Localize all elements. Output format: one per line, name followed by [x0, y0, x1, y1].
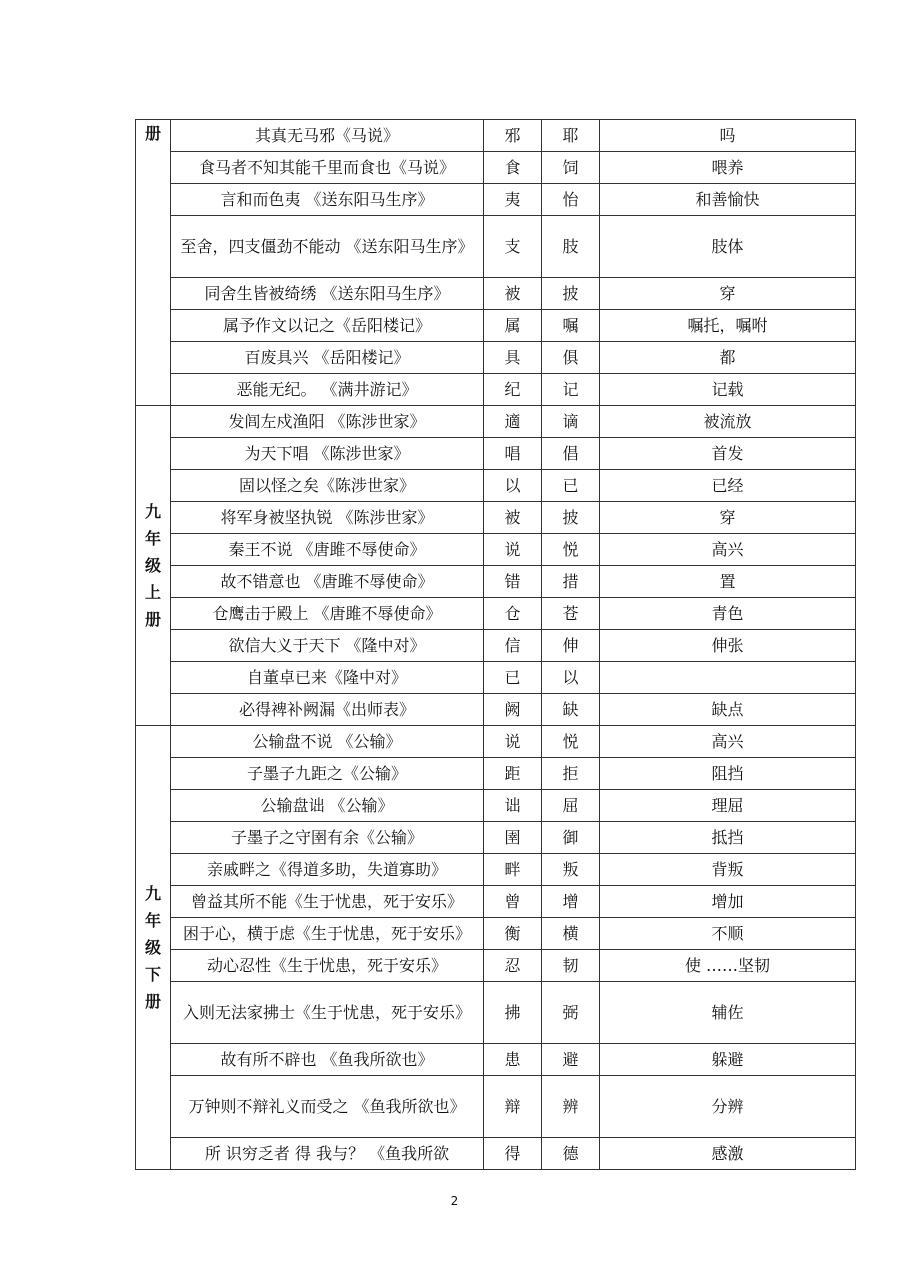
grade-label: 九 年 级 上 册 — [136, 406, 171, 726]
original-char-cell: 说 — [484, 534, 542, 566]
original-char-cell: 曾 — [484, 886, 542, 918]
source-cell: 公输盘不说 《公输》 — [171, 726, 484, 758]
table-row — [136, 918, 856, 950]
tongjia-char-cell: 伸 — [542, 630, 600, 662]
table-row — [136, 374, 856, 406]
table-row — [136, 470, 856, 502]
source-cell: 将军身被坚执锐 《陈涉世家》 — [171, 502, 484, 534]
original-char-cell: 已 — [484, 662, 542, 694]
source-cell: 自董卓已来《隆中对》 — [171, 662, 484, 694]
original-char-cell: 邪 — [484, 120, 542, 152]
meaning-cell: 背叛 — [600, 854, 856, 886]
tongjia-char-cell: 肢 — [542, 216, 600, 278]
source-cell: 仓鹰击于殿上 《唐雎不辱使命》 — [171, 598, 484, 630]
meaning-cell: 穿 — [600, 502, 856, 534]
table-row — [136, 630, 856, 662]
tongjia-char-cell: 记 — [542, 374, 600, 406]
table-row — [136, 566, 856, 598]
source-cell: 故有所不辟也 《鱼我所欲也》 — [171, 1044, 484, 1076]
grade-label: 册 — [136, 120, 171, 406]
tongjia-char-cell: 怡 — [542, 184, 600, 216]
original-char-cell: 拂 — [484, 982, 542, 1044]
tongjia-char-cell: 已 — [542, 470, 600, 502]
meaning-cell: 都 — [600, 342, 856, 374]
meaning-cell: 穿 — [600, 278, 856, 310]
source-cell: 公输盘诎 《公输》 — [171, 790, 484, 822]
tongjia-char-cell: 嘱 — [542, 310, 600, 342]
source-cell: 至舍，四支僵劲不能动 《送东阳马生序》 — [171, 216, 484, 278]
original-char-cell: 患 — [484, 1044, 542, 1076]
meaning-cell: 高兴 — [600, 534, 856, 566]
original-char-cell: 辩 — [484, 1076, 542, 1138]
original-char-cell: 圉 — [484, 822, 542, 854]
table-row — [136, 216, 856, 278]
original-char-cell: 支 — [484, 216, 542, 278]
meaning-cell: 使 ……坚韧 — [600, 950, 856, 982]
tongjia-char-cell: 披 — [542, 502, 600, 534]
source-cell: 言和而色夷 《送东阳马生序》 — [171, 184, 484, 216]
original-char-cell: 错 — [484, 566, 542, 598]
original-char-cell: 阙 — [484, 694, 542, 726]
source-cell: 子墨子之守圉有余《公输》 — [171, 822, 484, 854]
original-char-cell: 诎 — [484, 790, 542, 822]
original-char-cell: 被 — [484, 278, 542, 310]
meaning-cell: 阻挡 — [600, 758, 856, 790]
tongjia-char-cell: 耶 — [542, 120, 600, 152]
source-cell: 万钟则不辩礼义而受之 《鱼我所欲也》 — [171, 1076, 484, 1138]
meaning-cell: 缺点 — [600, 694, 856, 726]
table-row — [136, 534, 856, 566]
source-cell: 动心忍性《生于忧患，死于安乐》 — [171, 950, 484, 982]
meaning-cell: 分辨 — [600, 1076, 856, 1138]
source-cell: 发闾左戍渔阳 《陈涉世家》 — [171, 406, 484, 438]
tongjiazi-table — [135, 119, 856, 1170]
tongjia-char-cell: 辨 — [542, 1076, 600, 1138]
meaning-cell: 首发 — [600, 438, 856, 470]
table-row — [136, 406, 856, 438]
original-char-cell: 得 — [484, 1138, 542, 1170]
meaning-cell: 躲避 — [600, 1044, 856, 1076]
tongjia-char-cell: 俱 — [542, 342, 600, 374]
tongjia-char-cell: 谪 — [542, 406, 600, 438]
meaning-cell: 辅佐 — [600, 982, 856, 1044]
source-cell: 秦王不说 《唐雎不辱使命》 — [171, 534, 484, 566]
original-char-cell: 说 — [484, 726, 542, 758]
source-cell: 必得裨补阙漏《出师表》 — [171, 694, 484, 726]
original-char-cell: 畔 — [484, 854, 542, 886]
original-char-cell: 具 — [484, 342, 542, 374]
source-cell: 所 识穷乏者 得 我与？ 《鱼我所欲 — [171, 1138, 484, 1170]
tongjia-char-cell: 德 — [542, 1138, 600, 1170]
source-cell: 入则无法家拂士《生于忧患，死于安乐》 — [171, 982, 484, 1044]
table-row — [136, 822, 856, 854]
meaning-cell: 已经 — [600, 470, 856, 502]
tongjia-char-cell: 苍 — [542, 598, 600, 630]
source-cell: 曾益其所不能《生于忧患，死于安乐》 — [171, 886, 484, 918]
table-row — [136, 886, 856, 918]
table-row — [136, 790, 856, 822]
tongjia-char-cell: 屈 — [542, 790, 600, 822]
source-cell: 同舍生皆被绮绣 《送东阳马生序》 — [171, 278, 484, 310]
source-cell: 困于心，横于虑《生于忧患，死于安乐》 — [171, 918, 484, 950]
meaning-cell: 记载 — [600, 374, 856, 406]
tongjia-char-cell: 横 — [542, 918, 600, 950]
tongjia-char-cell: 悦 — [542, 534, 600, 566]
table-row — [136, 854, 856, 886]
original-char-cell: 纪 — [484, 374, 542, 406]
original-char-cell: 食 — [484, 152, 542, 184]
meaning-cell: 感激 — [600, 1138, 856, 1170]
page-number: 2 — [450, 1194, 459, 1208]
table-row — [136, 278, 856, 310]
meaning-cell: 和善愉快 — [600, 184, 856, 216]
table-row — [136, 342, 856, 374]
table-row — [136, 120, 856, 152]
source-cell: 为天下唱 《陈涉世家》 — [171, 438, 484, 470]
tongjia-char-cell: 避 — [542, 1044, 600, 1076]
original-char-cell: 以 — [484, 470, 542, 502]
source-cell: 恶能无纪。 《满井游记》 — [171, 374, 484, 406]
table-row — [136, 982, 856, 1044]
source-cell: 食马者不知其能千里而食也《马说》 — [171, 152, 484, 184]
source-cell: 属予作文以记之《岳阳楼记》 — [171, 310, 484, 342]
meaning-cell: 伸张 — [600, 630, 856, 662]
meaning-cell: 喂养 — [600, 152, 856, 184]
source-cell: 子墨子九距之《公输》 — [171, 758, 484, 790]
meaning-cell: 抵挡 — [600, 822, 856, 854]
source-cell: 故不错意也 《唐雎不辱使命》 — [171, 566, 484, 598]
original-char-cell: 信 — [484, 630, 542, 662]
tongjia-char-cell: 披 — [542, 278, 600, 310]
source-cell: 欲信大义于天下 《隆中对》 — [171, 630, 484, 662]
table-row — [136, 758, 856, 790]
meaning-cell: 不顺 — [600, 918, 856, 950]
grade-label: 九 年 级 下 册 — [136, 726, 171, 1170]
tongjia-char-cell: 叛 — [542, 854, 600, 886]
tongjia-char-cell: 御 — [542, 822, 600, 854]
table-row — [136, 310, 856, 342]
meaning-cell: 增加 — [600, 886, 856, 918]
meaning-cell: 青色 — [600, 598, 856, 630]
tongjia-char-cell: 弼 — [542, 982, 600, 1044]
original-char-cell: 夷 — [484, 184, 542, 216]
original-char-cell: 適 — [484, 406, 542, 438]
meaning-cell: 置 — [600, 566, 856, 598]
meaning-cell: 高兴 — [600, 726, 856, 758]
table-row — [136, 438, 856, 470]
tongjia-char-cell: 拒 — [542, 758, 600, 790]
table-row — [136, 152, 856, 184]
table-row — [136, 1076, 856, 1138]
meaning-cell: 吗 — [600, 120, 856, 152]
original-char-cell: 唱 — [484, 438, 542, 470]
tongjia-char-cell: 措 — [542, 566, 600, 598]
table-row — [136, 1138, 856, 1170]
table-row — [136, 598, 856, 630]
original-char-cell: 被 — [484, 502, 542, 534]
table-row — [136, 1044, 856, 1076]
tongjia-char-cell: 增 — [542, 886, 600, 918]
tongjia-char-cell: 饲 — [542, 152, 600, 184]
original-char-cell: 衡 — [484, 918, 542, 950]
tongjia-char-cell: 韧 — [542, 950, 600, 982]
table-row — [136, 662, 856, 694]
meaning-cell: 理屈 — [600, 790, 856, 822]
original-char-cell: 属 — [484, 310, 542, 342]
table-row — [136, 950, 856, 982]
tongjia-char-cell: 倡 — [542, 438, 600, 470]
meaning-cell: 嘱托，嘱咐 — [600, 310, 856, 342]
source-cell: 亲戚畔之《得道多助，失道寡助》 — [171, 854, 484, 886]
tongjia-char-cell: 以 — [542, 662, 600, 694]
source-cell: 其真无马邪《马说》 — [171, 120, 484, 152]
source-cell: 固以怪之矣《陈涉世家》 — [171, 470, 484, 502]
table-row — [136, 694, 856, 726]
table-row — [136, 726, 856, 758]
tongjia-char-cell: 悦 — [542, 726, 600, 758]
table-row — [136, 184, 856, 216]
meaning-cell — [600, 662, 856, 694]
meaning-cell: 肢体 — [600, 216, 856, 278]
original-char-cell: 忍 — [484, 950, 542, 982]
original-char-cell: 仓 — [484, 598, 542, 630]
source-cell: 百废具兴 《岳阳楼记》 — [171, 342, 484, 374]
tongjia-char-cell: 缺 — [542, 694, 600, 726]
meaning-cell: 被流放 — [600, 406, 856, 438]
table-row — [136, 502, 856, 534]
original-char-cell: 距 — [484, 758, 542, 790]
